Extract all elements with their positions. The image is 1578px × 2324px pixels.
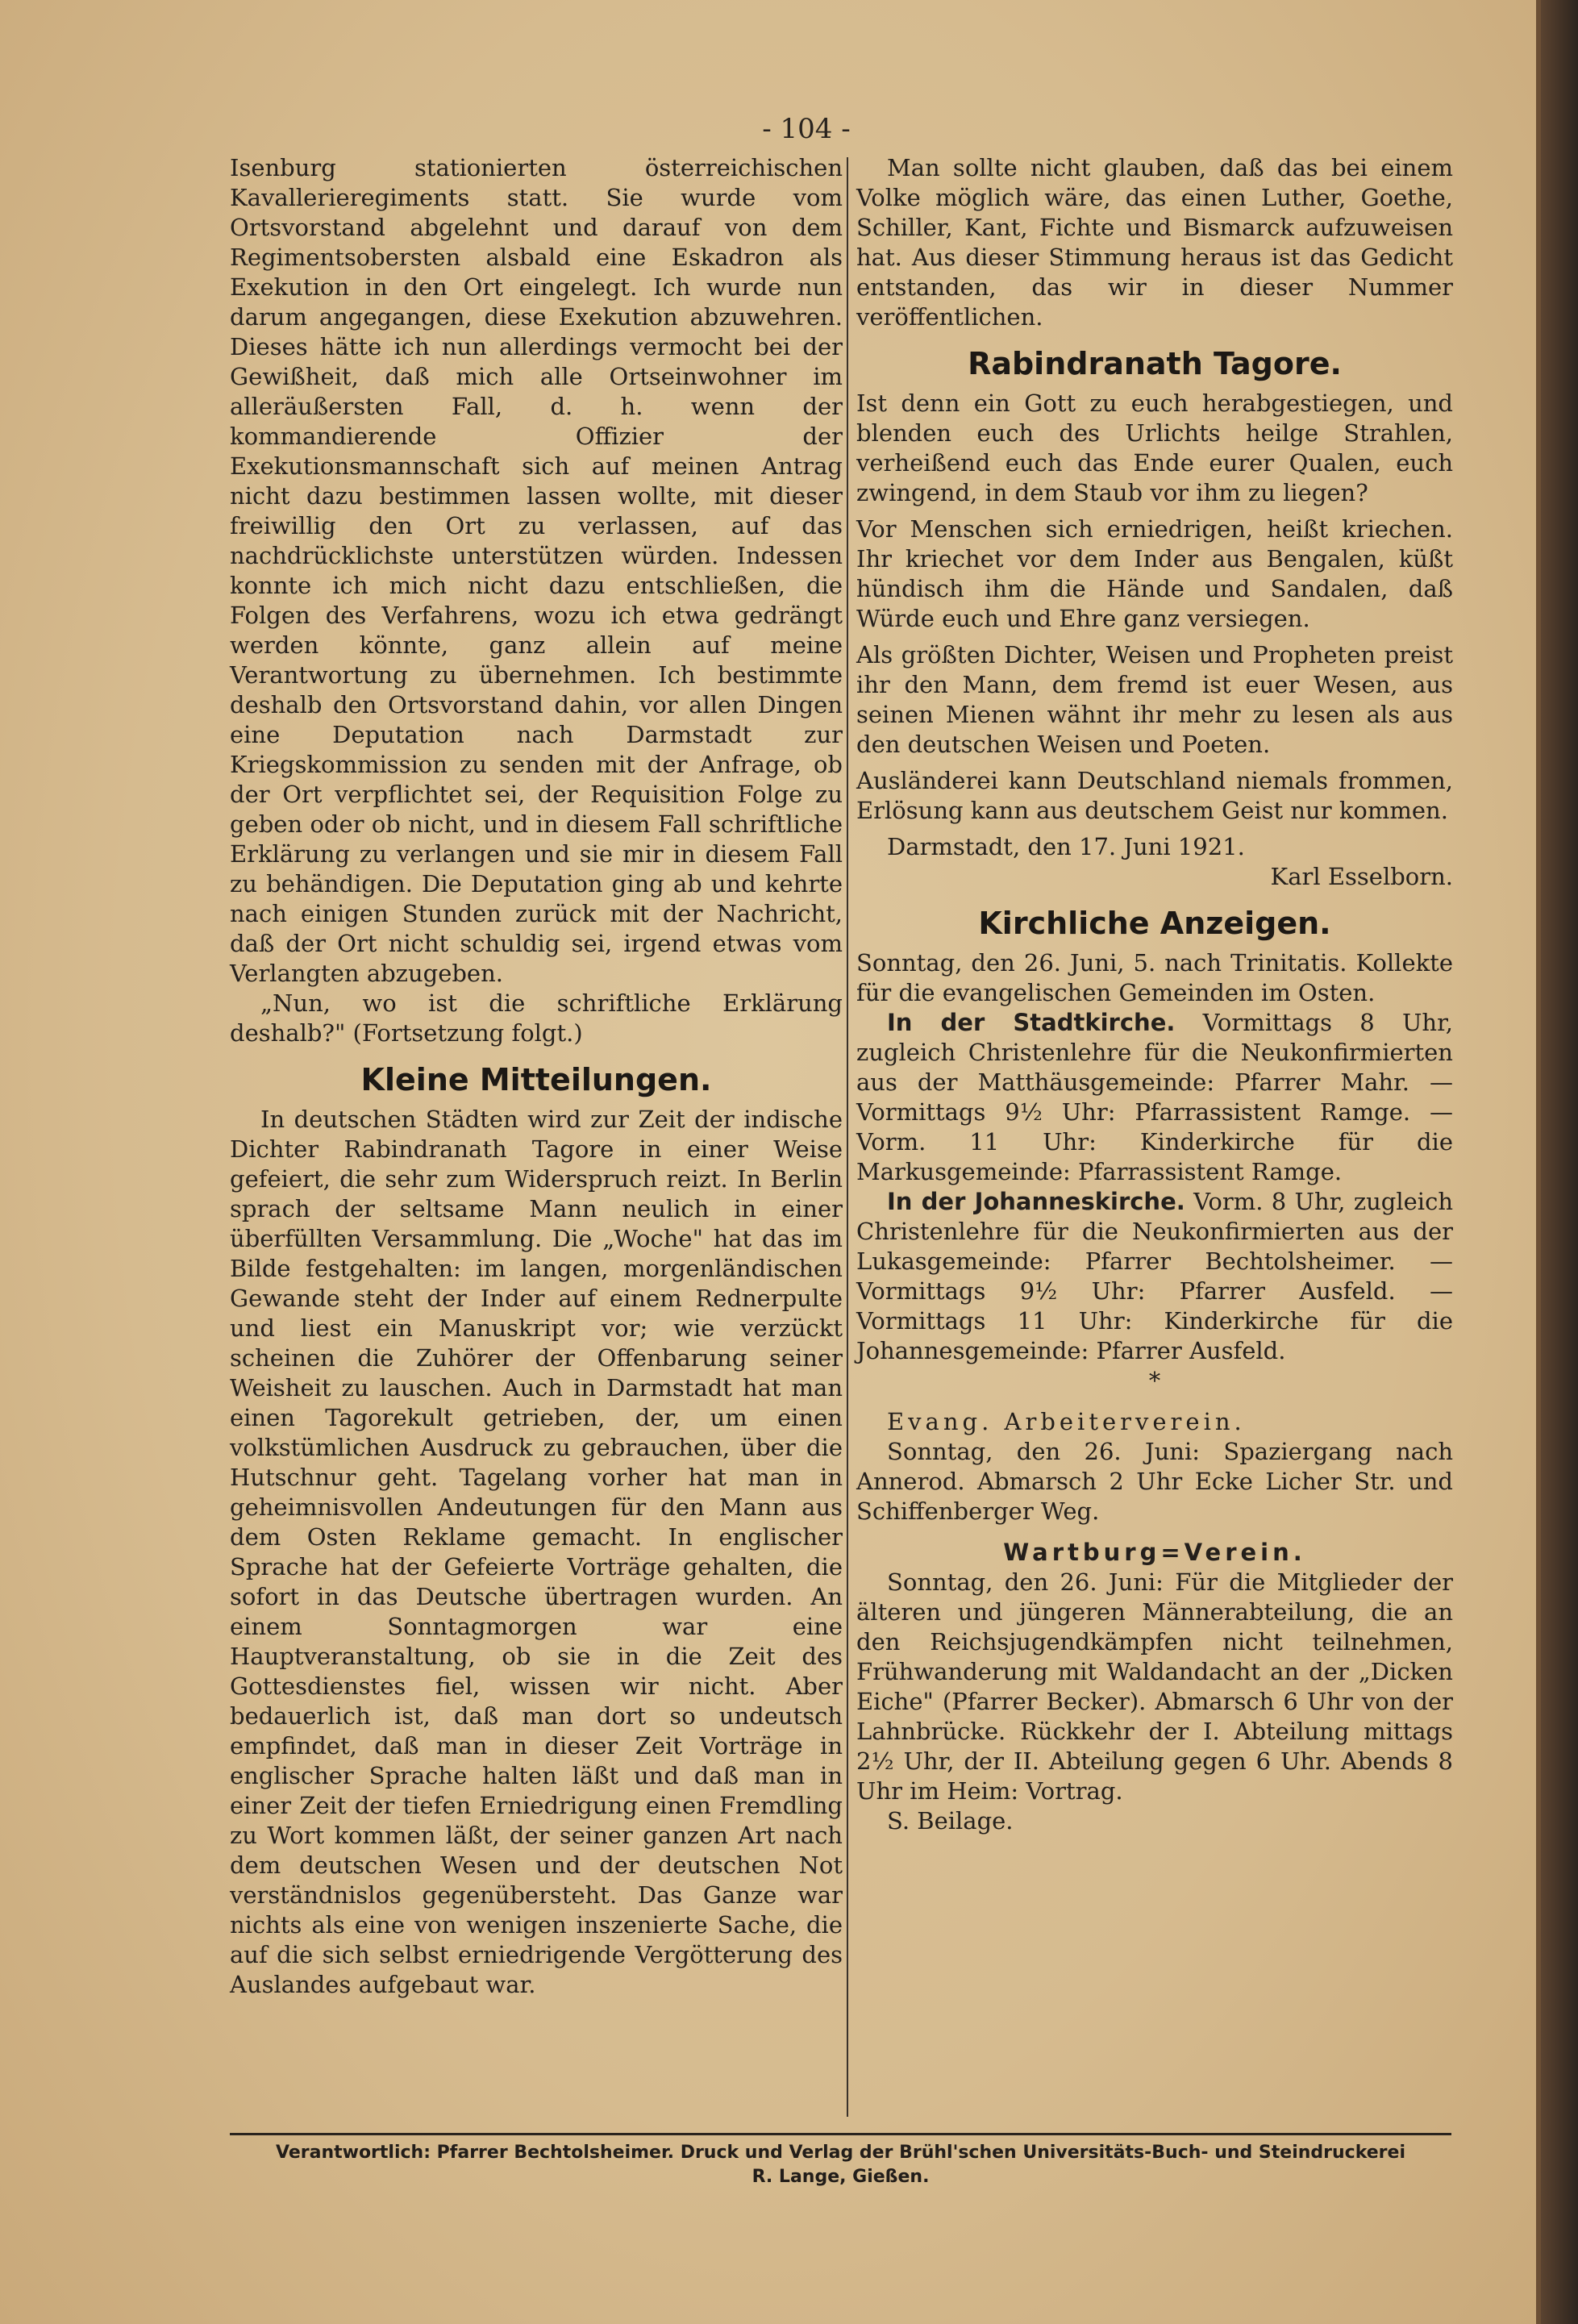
story-paragraph: „Nun, wo ist die schriftliche Erklärung deshalb?" (Fortsetzung folgt.) <box>230 989 843 1047</box>
intro-paragraph: Man sollte nicht glauben, daß das bei einem Volke möglich wäre, das einen Luther, Goethe, Schiller, Kant, Fichte und Bismarck aufzuweisen hat. Aus dieser Stimmung heraus ist das Gedicht entstanden, das wir in dieser Nummer veröffentlichen. <box>856 154 1453 331</box>
poem-place-date: Darmstadt, den 17. Juni 1921. <box>887 833 1245 860</box>
book-binding <box>1541 0 1578 2324</box>
johanneskirche-entry <box>856 1187 1453 1366</box>
stadtkirche-text: Vormittags 8 Uhr, zugleich Christenlehre für die Neukonfirmierten aus der Matthäusgemeinde: Pfarrer Mahr. — Vormittags 9½ Uhr: Pfarrassistent Ramge. — Vorm. 11 Uhr: Kinderkirche für die Markusgemeinde: Pfarrassistent Ramge. <box>856 1009 1453 1185</box>
page-number: - 104 - <box>762 113 851 145</box>
poem <box>856 389 1453 826</box>
arbeiterverein-title: Evang. Arbeiterverein. <box>887 1408 1246 1435</box>
poem-stanza: Ausländerei kann Deutschland niemals frommen, Erlösung kann aus deutschem Geist nur kommen. <box>856 767 1453 824</box>
poem-author: Karl Esselborn. <box>1270 863 1453 890</box>
poem-stanza: Ist denn ein Gott zu euch herabgestiegen, und blenden euch des Urlichts heilge Strahlen, verheißend euch das Ende eurer Qualen, euch zwingend, in dem Staub vor ihm zu liegen? <box>856 389 1453 506</box>
imprint-line: R. Lange, Gießen. <box>752 2167 930 2187</box>
kleine-mitteilungen-text: In deutschen Städten wird zur Zeit der indische Dichter Rabindranath Tagore in einer Weise gefeiert, die sehr zum Widerspruch reizt. In Berlin sprach der seltsame Mann neulich in einer überfüllten Versammlung. Die „Woche" hat das im Bilde festgehalten: im langen, morgenländischen Gewande steht der Inder auf einem Rednerpulte und liest ein Manuskript vor; wie verzückt scheinen die Zuhörer der Offenbarung seiner Weisheit zu lauschen. Auch in Darmstadt hat man einen Tagorekult getrieben, der, um einen volkstümlichen Ausdruck zu gebrauchen, über die Hutschnur geht. Tagelang vorher hat man in geheimnisvollen Andeutungen für den Mann aus dem Osten Reklame gemacht. In englischer Sprache hat der Gefeierte Vorträge gehalten, die sofort in das Deutsche übertragen wurden. An einem Sonntagmorgen war eine Hauptveranstaltung, ob sie in die Zeit des Gottesdienstes fiel, wissen wir nicht. Aber bedauerlich ist, daß man dort so undeutsch empfindet, daß man in dieser Zeit Vorträge in englischer Sprache halten läßt und daß man in einer Zeit der tiefen Erniedrigung einen Fremdling zu Wort kommen läßt, der seiner ganzen Art nach dem deutschen Wesen und der deutschen Not verständnislos gegenübersteht. Das Ganze war nichts als eine von wenigen inszenierte Sache, die auf die sich selbst erniedrigende Vergötterung des Auslandes aufgebaut war. <box>230 1106 843 1998</box>
footer-rule <box>230 2133 1451 2135</box>
story-paragraph: Isenburg stationierten österreichischen Kavallerieregiments statt. Sie wurde vom Ortsvorstand abgelehnt und darauf von dem Regimentsobersten alsbald eine Eskadron als Exekution in den Ort eingelegt. Ich wurde nun darum angegangen, diese Exekution abzuwehren. Dieses hätte ich nun allerdings vermocht bei der Gewißheit, daß mich alle Ortseinwohner im alleräußersten Fall, d. h. wenn der kommandierende Offizier der Exekutionsmannschaft sich auf meinen Antrag nicht dazu bestimmen lassen wollte, mit dieser freiwillig den Ort zu verlassen, auf das nachdrücklichste unterstützen würden. Indessen konnte ich mich nicht dazu entschließen, die Folgen des Verfahrens, wozu ich etwa gedrängt werden könnte, ganz allein auf meine Verantwortung zu übernehmen. Ich bestimmte deshalb den Ortsvorstand dahin, vor allen Dingen eine Deputation nach Darmstadt zur Kriegskommission zu senden mit der Anfrage, ob der Ort verpflichtet sei, der Requisition Folge zu geben oder ob nicht, und in diesem Fall schriftliche Erklärung zu verlangen und sie mir in diesem Fall zu behändigen. Die Deputation ging ab und kehrte nach einigen Stunden zurück mit der Nachricht, daß der Ort nicht schuldig sei, irgend etwas vom Verlangten abzugeben. <box>230 154 843 987</box>
stadtkirche-entry <box>856 1008 1453 1187</box>
imprint-line: Verantwortlich: Pfarrer Bechtolsheimer. Druck und Verlag der Brühl'schen Universitäts-Buch- und Steindruckerei <box>276 2143 1405 2163</box>
arbeiterverein-text: Sonntag, den 26. Juni: Spaziergang nach Annerod. Abmarsch 2 Uhr Ecke Licher Str. und Schiffenberger Weg. <box>856 1438 1453 1525</box>
heading-kirchliche-anzeigen: Kirchliche Anzeigen. <box>978 906 1331 941</box>
johanneskirche-label: In der Johanneskirche. <box>887 1188 1185 1215</box>
imprint-footer <box>230 2141 1451 2189</box>
beilage-note: S. Beilage. <box>887 1807 1014 1835</box>
poem-stanza: Als größten Dichter, Weisen und Propheten preist ihr den Mann, dem fremd ist euer Wesen, aus seinen Mienen wähnt ihr mehr zu lesen als aus den deutschen Weisen und Poeten. <box>856 641 1453 758</box>
left-column <box>230 153 843 2000</box>
sunday-line: Sonntag, den 26. Juni, 5. nach Trinitatis. Kollekte für die evangelischen Gemeinden im Osten. <box>856 949 1453 1006</box>
wartburg-title: Wartburg=Verein. <box>1003 1539 1306 1566</box>
asterisk-divider: * <box>1148 1367 1161 1394</box>
johanneskirche-text: Vorm. 8 Uhr, zugleich Christenlehre für die Neukonfirmierten aus der Lukasgemeinde: Pfarrer Bechtolsheimer. — Vormittags 9½ Uhr: Pfarrer Ausfeld. — Vormittags 11 Uhr: Kinderkirche für die Johannesgemeinde: Pfarrer Ausfeld. <box>856 1188 1453 1364</box>
wartburg-text: Sonntag, den 26. Juni: Für die Mitglieder der älteren und jüngeren Männerabteilung, die an den Reichsjugendkämpfen nicht teilnehmen, Frühwanderung mit Waldandacht an der „Dicken Eiche" (Pfarrer Becker). Abmarsch 6 Uhr von der Lahnbrücke. Rückkehr der I. Abteilung mittags 2½ Uhr, der II. Abteilung gegen 6 Uhr. Abends 8 Uhr im Heim: Vortrag. <box>856 1568 1453 1805</box>
poem-stanza: Vor Menschen sich erniedrigen, heißt kriechen. Ihr kriechet vor dem Inder aus Bengalen, küßt hündisch ihm die Hände und Sandalen, daß Würde euch und Ehre ganz versiegen. <box>856 515 1453 632</box>
poem-title: Rabindranath Tagore. <box>968 346 1342 381</box>
heading-kleine-mitteilungen: Kleine Mitteilungen. <box>360 1062 712 1097</box>
column-divider <box>847 157 848 2117</box>
right-column <box>856 153 1453 1836</box>
stadtkirche-label: In der Stadtkirche. <box>887 1009 1176 1036</box>
